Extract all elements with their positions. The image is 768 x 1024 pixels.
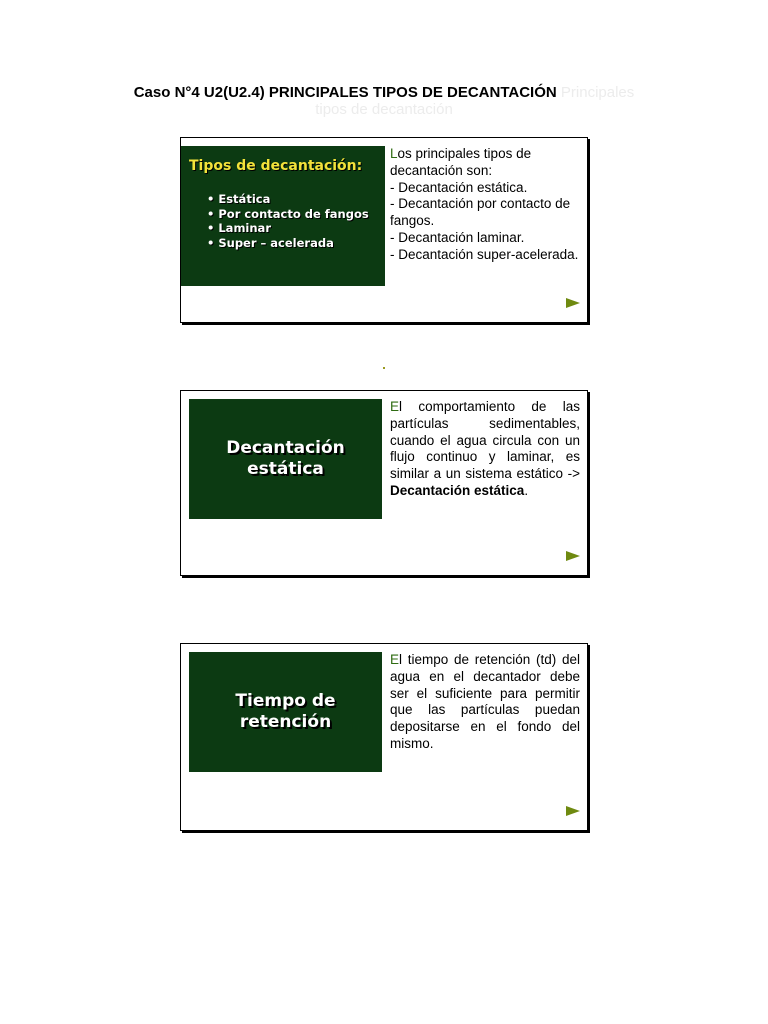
note-initial: E [390,652,400,667]
note-end: . [524,482,529,498]
slide-title [189,438,382,480]
slide-image-1 [181,146,385,286]
note-text: l tiempo de retención (td) del agua en el decantador debe ser el suficiente para permitir que las partículas puedan depositarse en el fondo del mismo. [390,652,580,751]
document-header [0,84,768,118]
slide-card-3 [180,643,588,831]
slide-image-2 [189,399,382,519]
slide-card-2 [180,390,588,576]
slide-title-line-1: Tiempo de [235,691,336,711]
slide-notes-2 [390,399,580,500]
stray-dot [383,367,385,369]
slide-notes-1 [390,146,580,264]
note-initial: E [390,399,400,414]
note-text: l comportamiento de las partículas sedimentables, cuando el agua circula con un flujo continuo y laminar, es similar a un sistema estático -> [390,399,580,482]
slide-bullet: • Super – acelerada [207,236,369,251]
slide-notes-3 [390,652,580,753]
slide-card-1 [180,137,588,323]
slide-title-line-2: estática [247,459,324,479]
next-arrow-icon[interactable] [566,298,580,308]
ghost-text-2: tipos de decantación [315,101,453,118]
next-arrow-icon[interactable] [566,806,580,816]
slide-title-line-2: retención [239,712,332,732]
slide-bullet: • Estática [207,192,369,207]
slide-heading: Tipos de decantación: [189,158,363,174]
slide-bullet: • Laminar [207,221,369,236]
slide-image-3 [189,652,382,772]
document-title: Caso N°4 U2(U2.4) PRINCIPALES TIPOS DE DECANTACIÓN [133,84,557,101]
note-text: os principales tipos de decantación son: - Decantación estática. - Decantación por contacto de fangos. - Decantación laminar. - Decantación super-acelerada. [390,146,579,262]
slide-bullet-list [207,192,369,250]
slide-title [189,691,382,733]
slide-title-line-1: Decantación [226,438,345,458]
note-bold-text: Decantación estática [390,482,525,498]
ghost-text-1: Principales [560,84,635,101]
note-initial: L [390,146,398,161]
next-arrow-icon[interactable] [566,551,580,561]
slide-bullet: • Por contacto de fangos [207,207,369,222]
